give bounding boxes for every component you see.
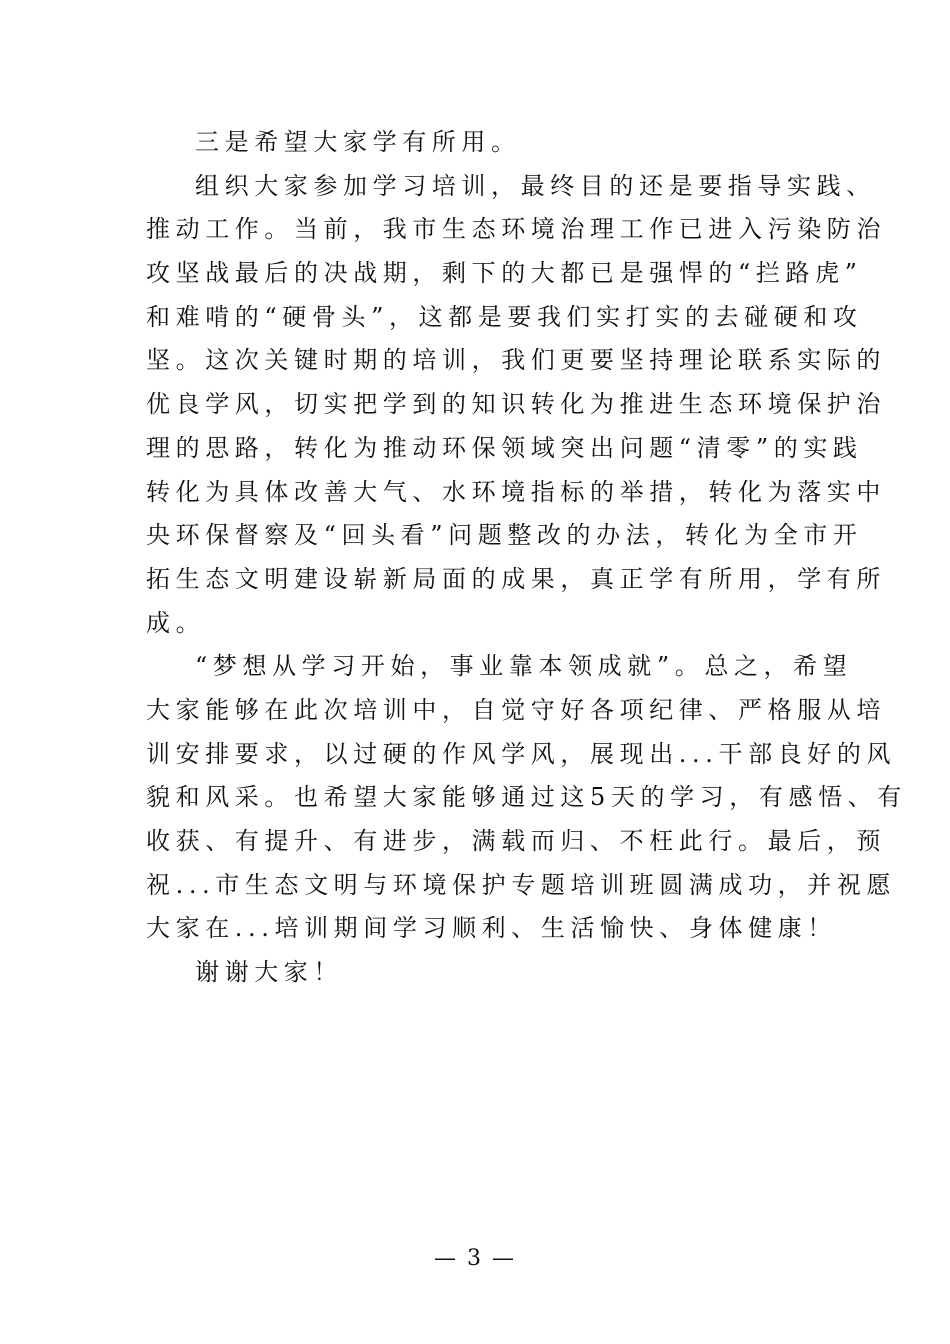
paragraph-line: 理的思路，转化为推动环保领域突出问题“清零”的实践 [146,433,863,462]
closing-line: 谢谢大家！ [195,958,343,987]
paragraph-line: 大家在...培训期间学习顺利、生活愉快、身体健康！ [146,914,837,943]
paragraph-line: 收获、有提升、有进步，满载而归、不枉此行。最后，预 [146,827,886,855]
paragraph-heading-line: 三是希望大家学有所用。 [195,128,521,156]
paragraph-line: 推动工作。当前，我市生态环境治理工作已进入污染防治 [146,215,886,244]
paragraph-line: 大家能够在此次培训中，自觉守好各项纪律、严格服从培 [146,695,886,724]
paragraph-line: “梦想从学习开始，事业靠本领成就”。总之，希望 [195,652,853,681]
paragraph-line: 祝...市生态文明与环境保护专题培训班圆满成功，并祝愿 [146,870,897,899]
page-number: — 3 — [434,1246,516,1271]
paragraph-line: 和难啃的“硬骨头”，这都是要我们实打实的去碰硬和攻 [146,302,863,331]
document-body [146,121,907,995]
paragraph-line: 优良学风，切实把学到的知识转化为推进生态环境保护治 [146,390,886,419]
paragraph-line: 组织大家参加学习培训，最终目的还是要指导实践、 [195,171,876,200]
paragraph-line: 成。 [146,608,206,637]
paragraph-line: 攻坚战最后的决战期，剩下的大都已是强悍的“拦路虎” [146,259,863,288]
paragraph-line: 貌和风采。也希望大家能够通过这5天的学习，有感悟、有 [146,783,907,812]
paragraph-line: 拓生态文明建设崭新局面的成果，真正学有所用，学有所 [146,564,886,593]
paragraph-line: 训安排要求，以过硬的作风学风，展现出...干部良好的风 [146,739,897,768]
paragraph-line: 转化为具体改善大气、水环境指标的举措，转化为落实中 [146,477,886,506]
paragraph-line: 央环保督察及“回头看”问题整改的办法，转化为全市开 [146,521,863,550]
paragraph-line: 坚。这次关键时期的培训，我们更要坚持理论联系实际的 [146,346,886,375]
